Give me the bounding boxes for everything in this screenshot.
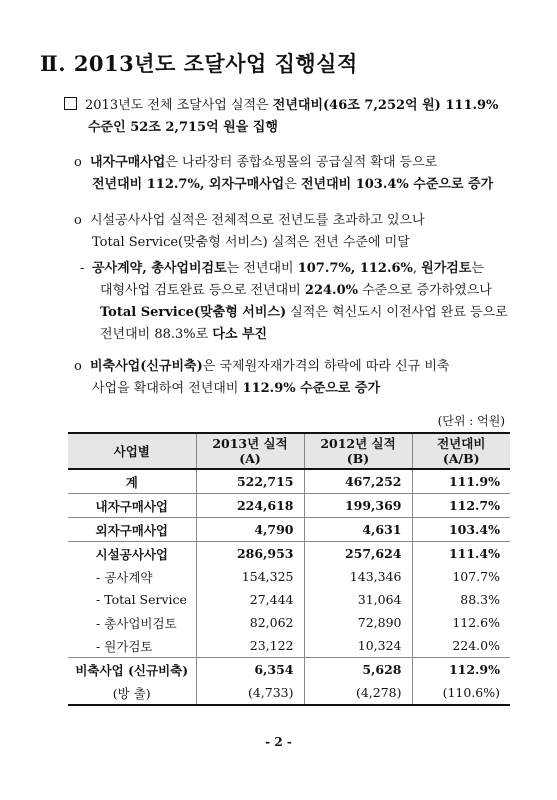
row-2012: 72,890 — [304, 611, 412, 634]
row-ratio: 112.9% — [412, 658, 510, 682]
bullet-stockpile — [74, 356, 514, 400]
dash-text: , — [412, 261, 422, 276]
row-2012: 10,324 — [304, 634, 412, 658]
page-number: - 2 - — [265, 735, 292, 749]
row-ratio: 88.3% — [412, 588, 510, 611]
row-2013: 4,790 — [196, 518, 304, 542]
row-2013: 522,715 — [196, 469, 304, 494]
dash-text: 는 — [471, 261, 484, 276]
summary-text-1b: 전년대비(46조 7,252억 원) 111.9% — [272, 98, 499, 113]
row-2012: 143,346 — [304, 565, 412, 588]
table-row — [68, 542, 510, 566]
row-ratio: 103.4% — [412, 518, 510, 542]
dash-text: 전년대비 88.3%로 — [100, 327, 213, 342]
row-label: (방 출) — [68, 681, 196, 705]
row-ratio: 112.7% — [412, 494, 510, 518]
row-2012: 257,624 — [304, 542, 412, 566]
bullet-construction — [74, 210, 514, 254]
row-label: 비축사업 (신규비축) — [75, 662, 189, 678]
header-2013-label: 2013년 실적 — [212, 436, 288, 451]
bullet3-text: 비축사업(신규비축) — [90, 359, 203, 374]
table-row — [68, 681, 510, 705]
summary-text-2: 수준인 52조 2,715억 원을 집행 — [88, 120, 278, 135]
header-category: 사업별 — [68, 433, 196, 469]
header-2013 — [196, 433, 304, 469]
dash-text: Total Service(맞춤형 서비스) — [100, 305, 287, 320]
table-row-total — [68, 469, 510, 494]
bullet2-text: Total Service(맞춤형 서비스) 실적은 전년 수준에 미달 — [92, 235, 410, 250]
row-2013: 154,325 — [196, 565, 304, 588]
row-2012: 199,369 — [304, 494, 412, 518]
row-ratio: 224.0% — [412, 634, 510, 658]
row-label: - 원가검토 — [68, 634, 196, 658]
dash-text: 대형사업 검토완료 등으로 전년대비 — [100, 283, 305, 298]
dash-text: 224.0% — [304, 283, 358, 298]
bullet1-text: , — [199, 177, 209, 192]
row-ratio: (110.6%) — [412, 681, 510, 705]
checkbox-square-icon — [64, 97, 77, 110]
header-ratio-sub: (A/B) — [442, 451, 480, 466]
row-label: 외자구매사업 — [68, 518, 196, 542]
performance-table — [68, 432, 510, 706]
row-label: - 공사계약 — [96, 569, 153, 585]
dash-text: 107.7%, 112.6% — [297, 261, 413, 276]
row-label: 시설공사사업 — [95, 546, 168, 562]
dash-marker: - — [80, 261, 85, 276]
table-row — [68, 611, 510, 634]
bullet3-text: 사업을 확대하여 전년대비 — [92, 381, 243, 396]
header-2012 — [304, 433, 412, 469]
row-2012: (4,278) — [304, 681, 412, 705]
row-2013: 82,062 — [196, 611, 304, 634]
row-2013: 224,618 — [196, 494, 304, 518]
row-ratio: 107.7% — [412, 565, 510, 588]
row-2013: (4,733) — [196, 681, 304, 705]
bullet2-text: 시설공사사업 실적은 전체적으로 전년도를 초과하고 있으나 — [90, 213, 425, 228]
table-row — [68, 588, 510, 611]
dash-text: 실적은 혁신도시 이전사업 완료 등으로 — [286, 305, 508, 320]
bullet1-text: 외자구매사업 — [208, 177, 285, 192]
dash-text: 공사계약, 총사업비검토 — [92, 261, 227, 276]
row-label: 내자구매사업 — [68, 494, 196, 518]
row-2012: 5,628 — [304, 658, 412, 682]
header-2012-sub: (B) — [346, 451, 370, 466]
bullet-domestic-foreign — [74, 152, 514, 196]
table-row — [68, 565, 510, 588]
row-label: - 총사업비검토 — [96, 615, 177, 631]
page-title: Ⅱ. 2013년도 조달사업 집행실적 — [40, 51, 358, 76]
table-row — [68, 494, 510, 518]
unit-label: (단위 : 억원) — [437, 414, 505, 428]
table-header-row — [68, 433, 510, 469]
bullet1-text: 전년대비 103.4% 수준으로 증가 — [300, 177, 494, 192]
table-row — [68, 634, 510, 658]
bullet-marker: o — [74, 155, 82, 170]
summary-paragraph — [64, 95, 524, 139]
header-ratio-label: 전년대비 — [437, 436, 486, 451]
header-2013-sub: (A) — [239, 451, 261, 466]
dash-text: 수준으로 증가하였으나 — [357, 283, 492, 298]
summary-text-1a: 2013년도 전체 조달사업 실적은 — [85, 98, 273, 113]
header-2012-label: 2012년 실적 — [320, 436, 396, 451]
bullet-marker: o — [74, 359, 82, 374]
table-row — [68, 518, 510, 542]
bullet-marker: o — [74, 213, 82, 228]
dash-text: 는 전년대비 — [226, 261, 298, 276]
row-2013: 23,122 — [196, 634, 304, 658]
row-ratio: 111.9% — [412, 469, 510, 494]
bullet3-text: 은 국제원자재가격의 하락에 따라 신규 비축 — [202, 359, 450, 374]
row-label: - Total Service — [96, 592, 187, 607]
dash-text: 다소 부진 — [212, 327, 268, 342]
table-row — [68, 658, 510, 682]
header-ratio — [412, 433, 510, 469]
dash-construction-detail — [80, 258, 520, 346]
row-2012: 31,064 — [304, 588, 412, 611]
row-label: 계 — [68, 469, 196, 494]
row-2012: 4,631 — [304, 518, 412, 542]
dash-text: 원가검토 — [421, 261, 472, 276]
bullet1-text: 내자구매사업 — [90, 155, 166, 170]
row-2013: 286,953 — [196, 542, 304, 566]
bullet1-text: 은 — [284, 177, 301, 192]
row-ratio: 112.6% — [412, 611, 510, 634]
bullet1-text: 은 나라장터 종합쇼핑몰의 공급실적 확대 등으로 — [165, 155, 438, 170]
row-2013: 6,354 — [196, 658, 304, 682]
row-ratio: 111.4% — [412, 542, 510, 566]
row-2012: 467,252 — [304, 469, 412, 494]
bullet1-text: 전년대비 112.7% — [92, 177, 200, 192]
bullet3-text: 112.9% 수준으로 증가 — [242, 381, 381, 396]
row-2013: 27,444 — [196, 588, 304, 611]
